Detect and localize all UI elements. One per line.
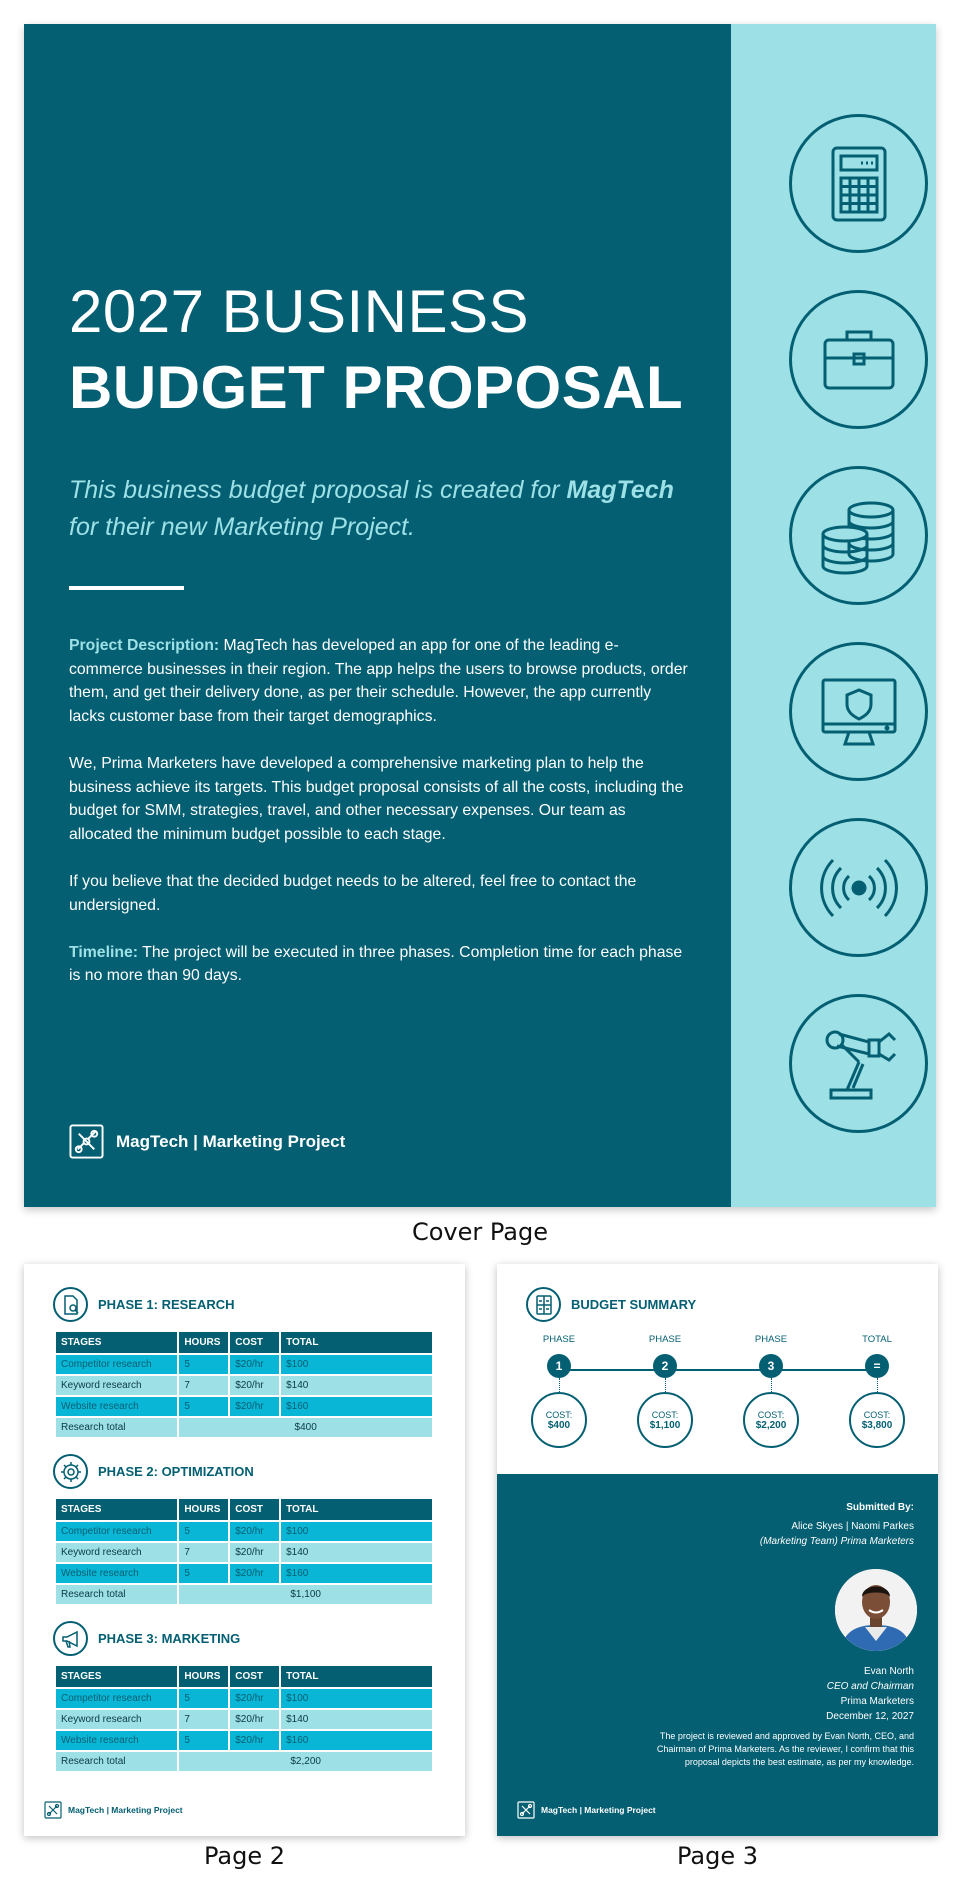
node-marker: 3 [759, 1354, 783, 1378]
node-marker: 1 [547, 1354, 571, 1378]
megaphone-icon [53, 1621, 88, 1656]
subtitle-pre: This business budget proposal is created for [69, 476, 567, 504]
cell-hours: 5 [179, 1731, 228, 1750]
coins-icon [789, 466, 928, 605]
timeline-text: The project will be executed in three phases. Completion time for each phase is no more than 90 days. [69, 943, 683, 985]
page-3 [497, 1264, 938, 1836]
cell-stage: Keyword research [56, 1710, 177, 1729]
cell-total: $160 [281, 1731, 432, 1750]
timeline-label: Timeline: [69, 943, 139, 961]
node-label: PHASE [542, 1334, 576, 1345]
node-cost-label: COST: [651, 1409, 679, 1420]
page-3-caption: Page 3 [677, 1842, 758, 1870]
cell-total: $100 [281, 1522, 432, 1541]
timeline-node-2 [625, 1334, 705, 1448]
header-hours: HOURS [179, 1499, 228, 1520]
cell-total-value: $400 [179, 1418, 432, 1437]
plan-paragraph: We, Prima Marketers have developed a comprehensive marketing plan to help the business achieve its targets. This budget proposal consists of all the costs, including the budget for SMM, strategies, travel, and other necessary expenses. Our team as allocated the minimum budget possible to each stage. [69, 754, 684, 843]
table-row [56, 1710, 432, 1729]
header-hours: HOURS [179, 1332, 228, 1353]
timeline-node-1 [519, 1334, 599, 1448]
cell-total: $100 [281, 1355, 432, 1374]
title-divider [69, 586, 184, 590]
header-hours: HOURS [179, 1666, 228, 1687]
cell-total-label: Research total [56, 1418, 177, 1437]
timeline-node-3 [731, 1334, 811, 1448]
node-connector [771, 1378, 772, 1392]
cover-caption: Cover Page [411, 1218, 548, 1246]
budget-summary-header [526, 1287, 696, 1322]
avatar [835, 1569, 917, 1651]
node-cost-label: COST: [863, 1409, 891, 1420]
page-3-footer [517, 1801, 656, 1819]
cell-hours: 5 [179, 1522, 228, 1541]
cover-footer [69, 1124, 345, 1159]
header-cost: COST [230, 1332, 279, 1353]
cell-hours: 7 [179, 1376, 228, 1395]
reviewer-role: CEO and Chairman [826, 1681, 914, 1692]
page-2-footer-text: MagTech | Marketing Project [68, 1805, 183, 1815]
header-stages: STAGES [56, 1666, 177, 1687]
magtech-logo-icon [44, 1801, 62, 1819]
timeline-line [559, 1369, 877, 1371]
cell-hours: 5 [179, 1689, 228, 1708]
node-cost-label: COST: [757, 1409, 785, 1420]
reviewer-photo-icon [835, 1569, 917, 1651]
node-label: TOTAL [862, 1334, 892, 1345]
node-cost-value: $2,200 [755, 1419, 787, 1431]
cell-hours: 5 [179, 1397, 228, 1416]
calculator-icon [789, 114, 928, 253]
table-header-row [56, 1332, 432, 1353]
subtitle-post: for their new Marketing Project. [69, 513, 415, 541]
cover-body [69, 634, 689, 1012]
cell-cost: $20/hr [230, 1376, 279, 1395]
cell-total: $140 [281, 1376, 432, 1395]
node-label: PHASE [754, 1334, 788, 1345]
cover-title [69, 274, 683, 426]
table-header-row [56, 1499, 432, 1520]
header-cost: COST [230, 1499, 279, 1520]
cell-total: $160 [281, 1397, 432, 1416]
monitor-shield-icon [789, 642, 928, 781]
project-description-label: Project Description: [69, 637, 220, 654]
table-row [56, 1564, 432, 1583]
table-row [56, 1355, 432, 1374]
header-total: TOTAL [281, 1666, 432, 1687]
approval-statement: The project is reviewed and approved by Evan North, CEO, and Chairman of Prima Marketers. As the reviewer, I confirm that this proposal depicts the best estimate, as per my knowledge. [656, 1731, 914, 1767]
cell-cost: $20/hr [230, 1710, 279, 1729]
cell-total-value: $2,200 [179, 1752, 432, 1771]
cell-total-label: Research total [56, 1585, 177, 1604]
table-row [56, 1522, 432, 1541]
cover-footer-text: MagTech | Marketing Project [116, 1131, 346, 1151]
project-description-text: MagTech has developed an app for one of the leading e-commerce businesses in their region. The app helps the users to browse products, order them, and get their delivery done, as per their schedule. However, the app currently lacks customer base from their target demographics. [69, 637, 688, 725]
cell-total: $160 [281, 1564, 432, 1583]
robot-arm-icon [789, 994, 928, 1133]
page-2-footer [44, 1801, 183, 1819]
review-date: December 12, 2027 [826, 1711, 914, 1722]
cell-stage: Competitor research [56, 1355, 177, 1374]
header-total: TOTAL [281, 1332, 432, 1353]
node-cost [743, 1392, 799, 1448]
table-row [56, 1543, 432, 1562]
phase-2-table [54, 1497, 434, 1606]
calculator-icon [526, 1287, 561, 1322]
table-row [56, 1376, 432, 1395]
table-row [56, 1731, 432, 1750]
table-header-row [56, 1666, 432, 1687]
header-stages: STAGES [56, 1332, 177, 1353]
cell-total: $140 [281, 1543, 432, 1562]
cover-subtitle [69, 472, 689, 546]
cell-stage: Website research [56, 1397, 177, 1416]
phase-3-title: PHASE 3: MARKETING [98, 1631, 241, 1646]
cell-stage: Competitor research [56, 1522, 177, 1541]
table-total-row [56, 1585, 432, 1604]
cell-hours: 5 [179, 1355, 228, 1374]
node-cost [531, 1392, 587, 1448]
node-cost-label: COST: [545, 1409, 573, 1420]
cell-hours: 7 [179, 1710, 228, 1729]
cell-cost: $20/hr [230, 1355, 279, 1374]
table-total-row [56, 1752, 432, 1771]
node-label: PHASE [648, 1334, 682, 1345]
cell-cost: $20/hr [230, 1564, 279, 1583]
phase-1-title: PHASE 1: RESEARCH [98, 1297, 235, 1312]
node-cost-value: $400 [547, 1419, 571, 1431]
cover-title-line2: BUDGET PROPOSAL [69, 354, 684, 421]
node-connector [665, 1378, 666, 1392]
phase-3-table [54, 1664, 434, 1773]
page-3-footer-text: MagTech | Marketing Project [541, 1805, 656, 1815]
reviewer-name: Evan North [863, 1666, 914, 1677]
page-2-caption: Page 2 [204, 1842, 285, 1870]
cell-total-label: Research total [56, 1752, 177, 1771]
node-connector [877, 1378, 878, 1392]
node-marker: 2 [653, 1354, 677, 1378]
cell-stage: Keyword research [56, 1543, 177, 1562]
node-cost-value: $3,800 [861, 1419, 893, 1431]
cell-hours: 7 [179, 1543, 228, 1562]
cell-stage: Website research [56, 1564, 177, 1583]
phase-2-title: PHASE 2: OPTIMIZATION [98, 1464, 254, 1479]
cell-cost: $20/hr [230, 1731, 279, 1750]
phase-2-header [53, 1454, 254, 1489]
phase-1-table [54, 1330, 434, 1439]
node-connector [559, 1378, 560, 1392]
briefcase-icon [789, 290, 928, 429]
submitting-team: (Marketing Team) Prima Marketers [759, 1536, 914, 1547]
gear-icon [53, 1454, 88, 1489]
signal-icon [789, 818, 928, 957]
cell-stage: Competitor research [56, 1689, 177, 1708]
cell-total-value: $1,100 [179, 1585, 432, 1604]
magtech-logo-icon [517, 1801, 535, 1819]
cell-cost: $20/hr [230, 1397, 279, 1416]
cover-main-panel [24, 24, 731, 1207]
subtitle-company: MagTech [566, 476, 674, 504]
table-row [56, 1397, 432, 1416]
cell-total: $100 [281, 1689, 432, 1708]
table-total-row [56, 1418, 432, 1437]
node-cost-value: $1,100 [649, 1419, 681, 1431]
cell-cost: $20/hr [230, 1522, 279, 1541]
contact-paragraph: If you believe that the decided budget needs to be altered, feel free to contact the undersigned. [69, 872, 637, 914]
phase-1-header [53, 1287, 235, 1322]
cover-page [24, 24, 936, 1207]
magtech-logo-icon [69, 1124, 104, 1159]
node-marker: = [865, 1354, 889, 1378]
reviewer-company: Prima Marketers [840, 1696, 914, 1707]
cell-cost: $20/hr [230, 1543, 279, 1562]
document-search-icon [53, 1287, 88, 1322]
header-cost: COST [230, 1666, 279, 1687]
submitted-by-label: Submitted By: [846, 1502, 914, 1513]
table-row [56, 1689, 432, 1708]
project-description [69, 634, 689, 728]
header-total: TOTAL [281, 1499, 432, 1520]
header-stages: STAGES [56, 1499, 177, 1520]
cell-stage: Keyword research [56, 1376, 177, 1395]
phase-3-header [53, 1621, 240, 1656]
page-2 [24, 1264, 465, 1836]
submitters: Alice Skyes | Naomi Parkes [791, 1521, 914, 1532]
timeline [69, 941, 689, 988]
cell-hours: 5 [179, 1564, 228, 1583]
cell-stage: Website research [56, 1731, 177, 1750]
timeline-node-total [837, 1334, 917, 1448]
cover-title-line1: 2027 BUSINESS [69, 278, 530, 345]
node-cost [637, 1392, 693, 1448]
budget-summary-title: BUDGET SUMMARY [571, 1297, 697, 1312]
node-cost [849, 1392, 905, 1448]
cell-cost: $20/hr [230, 1689, 279, 1708]
cell-total: $140 [281, 1710, 432, 1729]
